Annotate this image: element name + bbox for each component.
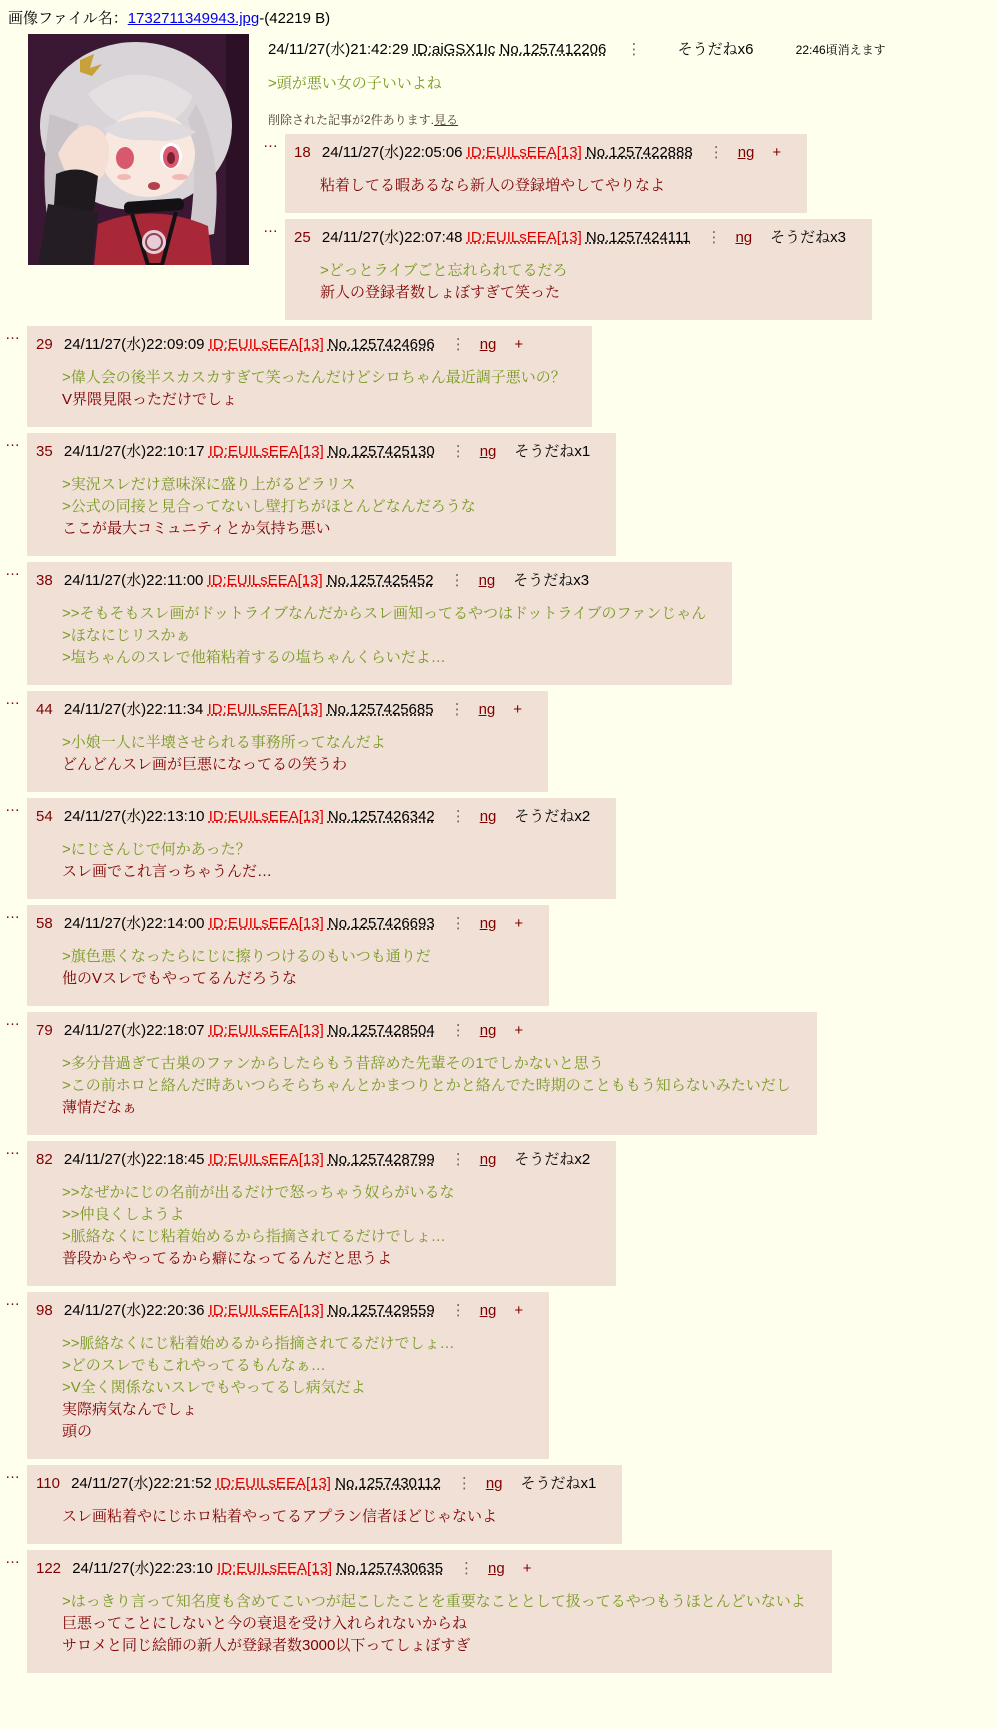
reply-number: 58 bbox=[36, 915, 53, 932]
reply-box bbox=[285, 219, 872, 320]
reply-body bbox=[62, 1333, 523, 1443]
reply-header bbox=[36, 805, 590, 826]
ng-link[interactable]: ng bbox=[479, 1151, 497, 1168]
reply-body bbox=[62, 732, 522, 776]
quote-line: >>仲良くしようよ bbox=[62, 1206, 185, 1223]
post-menu-icon[interactable]: ⋮ bbox=[449, 701, 465, 718]
reply-header bbox=[36, 333, 566, 354]
comment-line: スレ画粘着やにじホロ粘着やってるアプラン信者ほどじゃないよ bbox=[62, 1508, 498, 1525]
reply-header bbox=[36, 1019, 791, 1040]
reply-post bbox=[5, 326, 997, 427]
quote-line: >V全く関係ないスレでもやってるし病気だよ bbox=[62, 1379, 366, 1396]
reply-body bbox=[62, 474, 590, 540]
op-expire-time: 22:46頃消えます bbox=[795, 43, 886, 57]
reply-date: 24/11/27(水)22:09:09 bbox=[63, 336, 205, 353]
quote-line: >公式の同接と見合ってないし壁打ちがほとんどなんだろうな bbox=[62, 498, 476, 515]
file-label: 画像ファイル名： bbox=[8, 10, 128, 27]
reply-box bbox=[27, 1465, 622, 1544]
reply-poster-id-link[interactable]: ID:EUILsEEA[13] bbox=[207, 701, 323, 718]
image-file-link[interactable]: 1732711349943.jpg bbox=[127, 10, 260, 27]
reply-body bbox=[62, 603, 706, 669]
sodane-count[interactable]: そうだねx3 bbox=[770, 229, 846, 246]
reply-poster-id-link[interactable]: ID:EUILsEEA[13] bbox=[208, 1022, 324, 1039]
post-menu-icon[interactable]: ⋮ bbox=[450, 1151, 466, 1168]
reply-expand-icon[interactable]: … bbox=[5, 326, 20, 343]
comment-line: 実際病気なんでしょ bbox=[62, 1401, 198, 1418]
comment-line: 他のVスレでもやってるんだろうな bbox=[62, 970, 298, 987]
reply-number: 79 bbox=[36, 1022, 53, 1039]
reply-post bbox=[5, 562, 997, 685]
reply-post-number-link[interactable]: No.1257425130 bbox=[327, 443, 435, 460]
reply-number: 44 bbox=[36, 701, 53, 718]
ng-link[interactable]: ng bbox=[479, 443, 497, 460]
reply-number: 110 bbox=[36, 1475, 60, 1492]
quote-line: >脈絡なくにじ粘着始めるから指摘されてるだけでしょ… bbox=[62, 1228, 446, 1245]
post-menu-icon[interactable]: ⋮ bbox=[708, 144, 724, 161]
post-menu-icon[interactable]: ⋮ bbox=[450, 443, 466, 460]
reply-box bbox=[285, 134, 807, 213]
reply-post bbox=[5, 1012, 997, 1135]
quote-line: >どのスレでもこれやってるもんなぁ… bbox=[62, 1357, 326, 1374]
reply-date: 24/11/27(水)22:07:48 bbox=[321, 229, 463, 246]
reply-date: 24/11/27(水)22:05:06 bbox=[321, 144, 463, 161]
reply-date: 24/11/27(水)22:20:36 bbox=[63, 1302, 205, 1319]
post-menu-icon[interactable]: ⋮ bbox=[450, 915, 466, 932]
reply-box bbox=[27, 326, 592, 427]
reply-header bbox=[36, 1299, 523, 1320]
reply-poster-id-link[interactable]: ID:EUILsEEA[13] bbox=[208, 336, 324, 353]
reply-number: 54 bbox=[36, 808, 53, 825]
ng-link[interactable]: ng bbox=[737, 144, 755, 161]
quote-line: >>脈絡なくにじ粘着始めるから指摘されてるだけでしょ… bbox=[62, 1335, 455, 1352]
op-sodane-count[interactable]: そうだねx6 bbox=[677, 41, 754, 58]
reply-poster-id-link[interactable]: ID:EUILsEEA[13] bbox=[466, 229, 582, 246]
reply-post-number-link[interactable]: No.1257428504 bbox=[327, 1022, 435, 1039]
reply-poster-id-link[interactable]: ID:EUILsEEA[13] bbox=[208, 915, 324, 932]
op-thumbnail[interactable] bbox=[28, 34, 249, 265]
op-poster-id: ID:aiGSX1Ic bbox=[412, 41, 496, 58]
reply-header bbox=[36, 1472, 596, 1493]
sodane-plus-button[interactable]: + bbox=[522, 1560, 532, 1577]
ng-link[interactable]: ng bbox=[479, 336, 497, 353]
reply-header bbox=[36, 912, 523, 933]
quote-line: >小娘一人に半壊させられる事務所ってなんだよ bbox=[62, 734, 386, 751]
ng-link[interactable]: ng bbox=[479, 1022, 497, 1039]
reply-box bbox=[27, 1141, 616, 1286]
comment-line: 普段からやってるから癖になってるんだと思うよ bbox=[62, 1250, 393, 1267]
reply-poster-id-link[interactable]: ID:EUILsEEA[13] bbox=[208, 443, 324, 460]
reply-date: 24/11/27(水)22:23:10 bbox=[72, 1560, 213, 1577]
quote-line: >塩ちゃんのスレで他箱粘着するの塩ちゃんくらいだよ… bbox=[62, 649, 446, 666]
reply-body bbox=[62, 839, 590, 883]
quote-line: >旗色悪くなったらにじに擦りつけるのもいつも通りだ bbox=[62, 948, 431, 965]
op-comment bbox=[268, 73, 997, 95]
reply-post-number-link[interactable]: No.1257424111 bbox=[585, 229, 691, 246]
comment-line: 粘着してる暇あるなら新人の登録増やしてやりなよ bbox=[320, 177, 666, 194]
quote-line: >多分昔過ぎて古巣のファンからしたらもう昔辞めた先輩その1でしかないと思う bbox=[62, 1055, 604, 1072]
reply-post bbox=[5, 1465, 997, 1544]
reply-post-number-link[interactable]: No.1257425452 bbox=[326, 572, 434, 589]
ng-link[interactable]: ng bbox=[485, 1475, 503, 1492]
reply-header bbox=[36, 1148, 590, 1169]
post-menu-icon[interactable]: ⋮ bbox=[449, 572, 465, 589]
sodane-count[interactable]: そうだねx3 bbox=[513, 572, 590, 589]
reply-post-number-link[interactable]: No.1257428799 bbox=[327, 1151, 435, 1168]
reply-expand-icon[interactable]: … bbox=[5, 562, 20, 579]
post-menu-icon[interactable]: ⋮ bbox=[456, 1475, 472, 1492]
reply-box bbox=[27, 1292, 549, 1459]
reply-box bbox=[27, 798, 616, 899]
op-post-number-link[interactable]: No.1257412206 bbox=[499, 41, 607, 58]
reply-post-number-link[interactable]: No.1257425685 bbox=[326, 701, 434, 718]
reply-list bbox=[0, 134, 997, 1673]
post-menu-icon[interactable]: ⋮ bbox=[450, 336, 466, 353]
reply-box bbox=[27, 433, 616, 556]
post-menu-icon[interactable]: ⋮ bbox=[450, 1022, 466, 1039]
reply-body bbox=[62, 1182, 590, 1270]
reply-expand-icon[interactable]: … bbox=[5, 691, 20, 708]
reply-date: 24/11/27(水)22:14:00 bbox=[63, 915, 205, 932]
reply-header bbox=[36, 569, 706, 590]
reply-number: 98 bbox=[36, 1302, 53, 1319]
reply-number: 38 bbox=[36, 572, 53, 589]
reply-poster-id-link[interactable]: ID:EUILsEEA[13] bbox=[217, 1560, 333, 1577]
reply-expand-icon[interactable]: … bbox=[5, 1292, 20, 1309]
sodane-plus-button[interactable]: + bbox=[514, 1302, 524, 1319]
reply-box bbox=[27, 562, 732, 685]
reply-poster-id-link[interactable]: ID:EUILsEEA[13] bbox=[208, 1302, 324, 1319]
reply-date: 24/11/27(水)22:11:34 bbox=[63, 701, 204, 718]
op-date: 24/11/27(水)21:42:29 bbox=[268, 41, 409, 58]
reply-post-number-link[interactable]: No.1257426342 bbox=[327, 808, 435, 825]
reply-expand-icon[interactable]: … bbox=[5, 1465, 20, 1482]
reply-body bbox=[62, 1591, 806, 1657]
reply-poster-id-link[interactable]: ID:EUILsEEA[13] bbox=[466, 144, 582, 161]
post-menu-icon[interactable]: ⋮ bbox=[450, 808, 466, 825]
reply-poster-id-link[interactable]: ID:EUILsEEA[13] bbox=[215, 1475, 331, 1492]
reply-body bbox=[320, 260, 846, 304]
reply-post bbox=[5, 433, 997, 556]
reply-header bbox=[294, 226, 846, 247]
file-info-bar bbox=[0, 0, 997, 30]
reply-body bbox=[62, 1053, 791, 1119]
reply-expand-icon[interactable]: … bbox=[5, 1550, 20, 1567]
ng-link[interactable]: ng bbox=[479, 808, 497, 825]
sodane-plus-button[interactable]: + bbox=[514, 336, 524, 353]
quote-line: >ほなにじリスかぁ bbox=[62, 627, 191, 644]
reply-expand-icon[interactable]: … bbox=[5, 433, 20, 450]
reply-box bbox=[27, 1012, 817, 1135]
sodane-count[interactable]: そうだねx2 bbox=[514, 1151, 591, 1168]
reply-post bbox=[5, 798, 997, 899]
reply-expand-icon[interactable]: … bbox=[5, 1141, 20, 1158]
comment-line: V界隈見限っただけでしょ bbox=[62, 391, 238, 408]
reply-post-number-link[interactable]: No.1257424696 bbox=[327, 336, 435, 353]
reply-number: 82 bbox=[36, 1151, 53, 1168]
reply-date: 24/11/27(水)22:18:07 bbox=[63, 1022, 205, 1039]
reply-header bbox=[36, 440, 590, 461]
post-menu-icon[interactable]: ⋮ bbox=[450, 1302, 466, 1319]
sodane-plus-button[interactable]: + bbox=[772, 144, 782, 161]
reply-body bbox=[62, 1506, 596, 1528]
reply-post bbox=[263, 134, 997, 213]
reply-date: 24/11/27(水)22:13:10 bbox=[63, 808, 205, 825]
comment-line: どんどんスレ画が巨悪になってるの笑うわ bbox=[62, 756, 348, 773]
reply-post bbox=[5, 1550, 997, 1673]
reply-post bbox=[263, 219, 997, 320]
reply-date: 24/11/27(水)22:10:17 bbox=[63, 443, 205, 460]
reply-post-number-link[interactable]: No.1257426693 bbox=[327, 915, 435, 932]
ng-link[interactable]: ng bbox=[735, 229, 753, 246]
post-menu-icon[interactable]: ⋮ bbox=[706, 229, 722, 246]
ng-link[interactable]: ng bbox=[478, 572, 496, 589]
reply-post-number-link[interactable]: No.1257422888 bbox=[585, 144, 693, 161]
reply-expand-icon[interactable]: … bbox=[263, 219, 278, 236]
quote-line: >>なぜかにじの名前が出るだけで怒っちゃう奴らがいるな bbox=[62, 1184, 455, 1201]
reply-expand-icon[interactable]: … bbox=[263, 134, 278, 151]
op-header bbox=[268, 38, 997, 59]
reply-post-number-link[interactable]: No.1257430635 bbox=[336, 1560, 444, 1577]
reply-box bbox=[27, 691, 548, 792]
deleted-posts-text: 削除された記事が2件あります. bbox=[268, 113, 435, 127]
reply-poster-id-link[interactable]: ID:EUILsEEA[13] bbox=[208, 808, 324, 825]
reply-number: 18 bbox=[294, 144, 311, 161]
reply-body bbox=[62, 367, 566, 411]
reply-number: 25 bbox=[294, 229, 311, 246]
reply-number: 35 bbox=[36, 443, 53, 460]
reply-number: 29 bbox=[36, 336, 53, 353]
reply-expand-icon[interactable]: … bbox=[5, 798, 20, 815]
reply-box bbox=[27, 905, 549, 1006]
sodane-plus-button[interactable]: + bbox=[513, 701, 523, 718]
reply-number: 122 bbox=[36, 1560, 62, 1577]
quote-line: >偉人会の後半スカスカすぎて笑ったんだけどシロちゃん最近調子悪いの？ bbox=[62, 369, 566, 386]
ng-link[interactable]: ng bbox=[479, 915, 497, 932]
file-size: -(42219 B) bbox=[259, 10, 331, 27]
reply-box bbox=[27, 1550, 832, 1673]
quote-line: >この前ホロと絡んだ時あいつらそらちゃんとかまつりとかと絡んでた時期のことももう知らないみたいだし bbox=[62, 1077, 791, 1094]
sodane-count[interactable]: そうだねx1 bbox=[520, 1475, 597, 1492]
reply-post-number-link[interactable]: No.1257430112 bbox=[335, 1475, 441, 1492]
quote-line: >にじさんじで何かあった？ bbox=[62, 841, 251, 858]
op-comment-line: >頭が悪い女の子いいよね bbox=[268, 75, 442, 92]
reply-date: 24/11/27(水)22:21:52 bbox=[71, 1475, 212, 1492]
comment-line: 新人の登録者数しょぼすぎて笑った bbox=[320, 284, 561, 301]
op-post bbox=[0, 30, 997, 128]
post-menu-icon[interactable]: ⋮ bbox=[626, 41, 642, 58]
comment-line: スレ画でこれ言っちゃうんだ… bbox=[62, 863, 273, 880]
reply-post bbox=[5, 1292, 997, 1459]
ng-link[interactable]: ng bbox=[478, 701, 496, 718]
quote-line: >>そもそもスレ画がドットライブなんだからスレ画知ってるやつはドットライブのファンじゃん bbox=[62, 605, 707, 622]
quote-line: >はっきり言って知名度も含めてこいつが起こしたことを重要なこととして扱ってるやつもうほとんどいないよ bbox=[62, 1593, 806, 1610]
reply-poster-id-link[interactable]: ID:EUILsEEA[13] bbox=[207, 572, 323, 589]
comment-line: サロメと同じ絵師の新人が登録者数3000以下ってしょぼすぎ bbox=[62, 1637, 471, 1654]
reply-header bbox=[36, 698, 522, 719]
reply-post bbox=[5, 1141, 997, 1286]
ng-link[interactable]: ng bbox=[479, 1302, 497, 1319]
ng-link[interactable]: ng bbox=[488, 1560, 505, 1577]
reply-post-number-link[interactable]: No.1257429559 bbox=[327, 1302, 435, 1319]
reply-expand-icon[interactable]: … bbox=[5, 905, 20, 922]
show-deleted-link[interactable]: 見る bbox=[434, 113, 459, 127]
reply-date: 24/11/27(水)22:18:45 bbox=[63, 1151, 205, 1168]
reply-post bbox=[5, 905, 997, 1006]
reply-body bbox=[320, 175, 781, 197]
reply-expand-icon[interactable]: … bbox=[5, 1012, 20, 1029]
sodane-count[interactable]: そうだねx2 bbox=[514, 808, 591, 825]
sodane-count[interactable]: そうだねx1 bbox=[514, 443, 591, 460]
reply-poster-id-link[interactable]: ID:EUILsEEA[13] bbox=[208, 1151, 324, 1168]
quote-line: >どっとライブごと忘れられてるだろ bbox=[320, 262, 568, 279]
sodane-plus-button[interactable]: + bbox=[514, 1022, 524, 1039]
reply-post bbox=[5, 691, 997, 792]
reply-header bbox=[36, 1557, 806, 1578]
comment-line: 頭の bbox=[62, 1423, 93, 1440]
sodane-plus-button[interactable]: + bbox=[514, 915, 524, 932]
comment-line: 巨悪ってことにしないと今の衰退を受け入れられないからね bbox=[62, 1615, 468, 1632]
reply-body bbox=[62, 946, 523, 990]
comment-line: ここが最大コミュニティとか気持ち悪い bbox=[62, 520, 331, 537]
reply-header bbox=[294, 141, 781, 162]
reply-date: 24/11/27(水)22:11:00 bbox=[63, 572, 204, 589]
post-menu-icon[interactable]: ⋮ bbox=[459, 1560, 475, 1577]
comment-line: 薄情だなぁ bbox=[62, 1099, 138, 1116]
deleted-posts-notice bbox=[268, 111, 997, 128]
quote-line: >実況スレだけ意味深に盛り上がるどラリス bbox=[62, 476, 356, 493]
